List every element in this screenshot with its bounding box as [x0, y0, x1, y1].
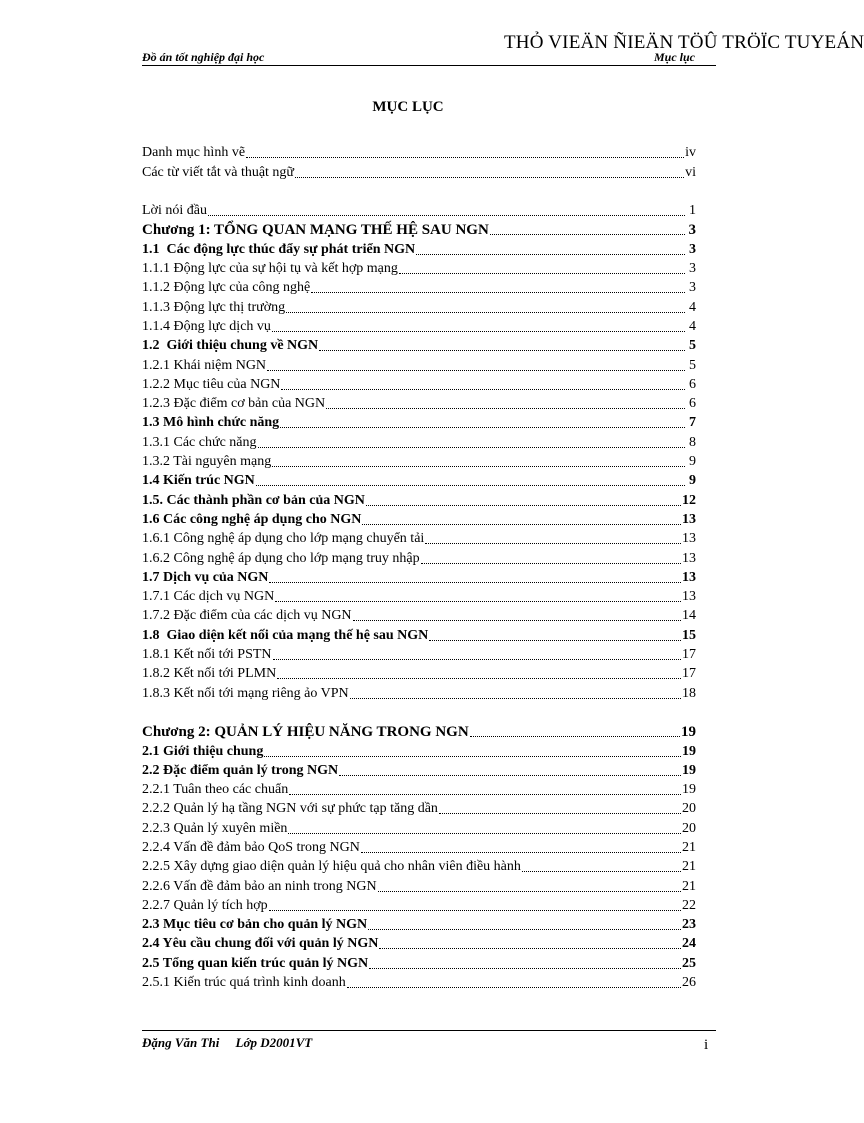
toc-entry-page: 13: [682, 531, 696, 547]
toc-dot-leader: [379, 948, 681, 949]
toc-entry-label: 1.5. Các thành phần cơ bản của NGN: [142, 492, 365, 508]
toc-entry-label: 1.4 Kiến trúc NGN: [142, 473, 255, 489]
toc-entry[interactable]: [142, 547, 696, 566]
toc-entry-page: 9: [689, 454, 696, 470]
toc-entry-page: 21: [682, 878, 696, 894]
toc-entry-label: 1.3.1 Các chức năng: [142, 434, 257, 450]
toc-dot-leader: [399, 273, 685, 274]
toc-dot-leader: [339, 775, 681, 776]
toc-dot-leader: [439, 813, 681, 814]
toc-entry[interactable]: [142, 972, 696, 991]
toc-entry-label: 2.3 Mục tiêu cơ bản cho quản lý NGN: [142, 917, 368, 933]
toc-entry-page: 19: [682, 782, 696, 798]
toc-dot-leader: [368, 929, 681, 930]
toc-entry[interactable]: [142, 895, 696, 914]
toc-entry[interactable]: [142, 644, 696, 663]
toc-entry[interactable]: [142, 952, 696, 971]
header-section-title: Mục lục: [654, 50, 696, 64]
toc-dot-leader: [275, 601, 681, 602]
toc-entry-page: 23: [682, 917, 696, 933]
toc-entry-page: 25: [682, 955, 696, 971]
toc-entry-label: 1.3 Mô hình chức năng: [142, 415, 280, 431]
toc-entry-page: 19: [681, 724, 696, 741]
toc-entry[interactable]: [142, 856, 696, 875]
toc-entry[interactable]: [142, 663, 696, 682]
toc-entry-page: 5: [689, 357, 696, 373]
toc-entry[interactable]: [142, 431, 696, 450]
toc-entry[interactable]: [142, 914, 696, 933]
toc-entry-label: Lời nói đầu: [142, 203, 207, 219]
toc-entry-label: 1.7 Dịch vụ của NGN: [142, 569, 269, 585]
toc-entry-label: 2.2.1 Tuân theo các chuẩn: [142, 782, 289, 798]
toc-entry-label: 2.2.4 Vấn đề đảm bảo QoS trong NGN: [142, 839, 360, 855]
toc-entry-label: 2.2.6 Vấn đề đảm bảo an ninh trong NGN: [142, 878, 377, 894]
toc-entry-page: 13: [682, 511, 696, 527]
toc-entry-page: 26: [682, 975, 696, 991]
toc-entry[interactable]: [142, 470, 696, 489]
toc-entry[interactable]: [142, 837, 696, 856]
toc-entry-label: 1.1.3 Động lực thị trường: [142, 299, 286, 315]
toc-dot-leader: [256, 485, 685, 486]
toc-dot-leader: [350, 698, 681, 699]
toc-entry[interactable]: [142, 875, 696, 894]
toc-dot-leader: [272, 466, 685, 467]
toc-entry-page: 7: [689, 415, 696, 431]
toc-entry[interactable]: [142, 200, 696, 219]
toc-entry-page: 13: [682, 550, 696, 566]
toc-dot-leader: [362, 524, 681, 525]
toc-entry-page: 1: [689, 203, 696, 219]
toc-entry-page: 3: [689, 280, 696, 296]
toc-dot-leader: [280, 427, 685, 428]
toc-entry[interactable]: [142, 509, 696, 528]
toc-entry-label: 2.2.3 Quản lý xuyên miền: [142, 820, 288, 836]
toc-dot-leader: [269, 582, 681, 583]
toc-dot-leader: [378, 891, 681, 892]
toc-dot-leader: [366, 505, 681, 506]
toc-entry[interactable]: [142, 528, 696, 547]
toc-entry-page: vi: [685, 164, 696, 180]
toc-dot-leader: [416, 254, 685, 255]
toc-entry-page: 21: [682, 859, 696, 875]
toc-entry-page: 19: [682, 743, 696, 759]
watermark-text: THỎ VIEÄN ÑIEÄN TÖÛ TRÖÏC TUYEÁN: [504, 32, 864, 53]
toc-dot-leader: [288, 833, 681, 834]
toc-entry-label: 1.1.1 Động lực của sự hội tụ và kết hợp mạng: [142, 261, 398, 277]
toc-entry-page: 6: [689, 396, 696, 412]
toc-entry[interactable]: [142, 740, 696, 759]
toc-entry[interactable]: [142, 682, 696, 701]
toc-dot-leader: [272, 331, 685, 332]
toc-entry-label: 2.2.7 Quản lý tích hợp: [142, 897, 268, 913]
toc-entry-page: 3: [689, 261, 696, 277]
toc-entry[interactable]: [142, 721, 696, 740]
toc-entry-label: 1.2.1 Khái niệm NGN: [142, 357, 267, 373]
toc-entry[interactable]: [142, 451, 696, 470]
toc-entry-label: Chương 2: QUẢN LÝ HIỆU NĂNG TRONG NGN: [142, 724, 469, 741]
toc-entry-page: 13: [682, 589, 696, 605]
toc-entry-label: 2.2.5 Xây dựng giao diện quản lý hiệu quả cho nhân viên điều hành: [142, 859, 521, 875]
toc-entry[interactable]: [142, 142, 696, 161]
toc-entry[interactable]: [142, 219, 696, 238]
toc-entry-page: 21: [682, 839, 696, 855]
toc-entry-page: 3: [688, 222, 696, 239]
toc-entry[interactable]: [142, 238, 696, 257]
toc-dot-leader: [273, 659, 681, 660]
toc-entry[interactable]: [142, 489, 696, 508]
toc-entry-label: 2.2.2 Quản lý hạ tầng NGN với sự phức tạp tăng dần: [142, 801, 438, 817]
toc-entry-label: 1.7.1 Các dịch vụ NGN: [142, 589, 275, 605]
toc-dot-leader: [326, 408, 685, 409]
toc-entry-page: 4: [689, 299, 696, 315]
toc-entry-page: 12: [682, 492, 696, 508]
toc-dot-leader: [429, 640, 681, 641]
toc-dot-leader: [295, 177, 684, 178]
toc-entry-label: 1.2.2 Mục tiêu của NGN: [142, 376, 281, 392]
toc-dot-leader: [258, 447, 686, 448]
toc-entry[interactable]: [142, 258, 696, 277]
toc-entry-label: 1.8.3 Kết nối tới mạng riêng ảo VPN: [142, 685, 349, 701]
toc-entry-label: 1.3.2 Tài nguyên mạng: [142, 454, 272, 470]
toc-entry[interactable]: [142, 817, 696, 836]
toc-dot-leader: [289, 794, 681, 795]
toc-spacer: [142, 181, 696, 200]
toc-entry-page: 13: [682, 569, 696, 585]
toc-dot-leader: [353, 620, 681, 621]
toc-entry[interactable]: [142, 412, 696, 431]
toc-entry-page: 4: [689, 318, 696, 334]
toc-entry[interactable]: [142, 567, 696, 586]
toc-entry[interactable]: [142, 277, 696, 296]
toc-entry-label: 2.4 Yêu cầu chung đối với quản lý NGN: [142, 936, 379, 952]
toc-entry-page: 5: [689, 338, 696, 354]
toc-dot-leader: [277, 678, 681, 679]
toc-dot-leader: [267, 370, 685, 371]
toc-spacer: [142, 702, 696, 721]
footer-rule: [142, 1030, 716, 1031]
toc-dot-leader: [470, 736, 680, 737]
toc-entry-label: 1.6.2 Công nghệ áp dụng cho lớp mạng truy nhập: [142, 550, 420, 566]
toc-dot-leader: [246, 157, 684, 158]
toc-dot-leader: [311, 292, 685, 293]
toc-entry-label: 1.6.1 Công nghệ áp dụng cho lớp mạng chuyển tải: [142, 531, 425, 547]
footer-page-number: i: [704, 1037, 709, 1053]
toc-entry-label: 1.6 Các công nghệ áp dụng cho NGN: [142, 511, 362, 527]
toc-entry[interactable]: [142, 393, 696, 412]
toc-entry-label: 2.2 Đặc điểm quản lý trong NGN: [142, 762, 339, 778]
toc-entry-page: 22: [682, 897, 696, 913]
toc-entry-page: 19: [682, 762, 696, 778]
toc-entry-page: 15: [682, 627, 696, 643]
toc-dot-leader: [269, 910, 681, 911]
toc-entry-label: Danh mục hình vẽ: [142, 145, 246, 161]
toc-entry[interactable]: [142, 624, 696, 643]
toc-dot-leader: [522, 871, 681, 872]
toc-entry-label: 1.1 Các động lực thúc đẩy sự phát triển NGN: [142, 241, 416, 257]
toc-dot-leader: [421, 563, 681, 564]
footer-author: Đặng Văn Thi Lớp D2001VT: [142, 1035, 313, 1050]
toc-entry-label: 1.2.3 Đặc điểm cơ bản của NGN: [142, 396, 326, 412]
toc-entry[interactable]: [142, 779, 696, 798]
toc-entry-page: 17: [682, 666, 696, 682]
toc-entry-label: 2.5 Tổng quan kiến trúc quản lý NGN: [142, 955, 369, 971]
toc-dot-leader: [264, 756, 681, 757]
toc-entry[interactable]: [142, 161, 696, 180]
toc-entry[interactable]: [142, 374, 696, 393]
toc-entry-page: 20: [682, 801, 696, 817]
toc-dot-leader: [286, 312, 685, 313]
toc-entry-label: 1.7.2 Đặc điểm của các dịch vụ NGN: [142, 608, 352, 624]
header-rule: [142, 65, 716, 66]
toc-entry-label: 1.1.4 Động lực dịch vụ: [142, 318, 271, 334]
toc-entry-page: 20: [682, 820, 696, 836]
toc-entry-page: 3: [689, 241, 696, 257]
toc-dot-leader: [208, 215, 685, 216]
toc-entry[interactable]: [142, 296, 696, 315]
toc-dot-leader: [425, 543, 681, 544]
toc-entry[interactable]: [142, 586, 696, 605]
toc-entry[interactable]: [142, 933, 696, 952]
page-title: MỤC LỤC: [372, 99, 444, 115]
toc-entry-page: 17: [682, 647, 696, 663]
toc-entry-page: 9: [689, 473, 696, 489]
toc-entry-page: 14: [682, 608, 696, 624]
toc-entry-label: Các từ viết tắt và thuật ngữ: [142, 164, 295, 180]
toc-entry[interactable]: [142, 354, 696, 373]
toc-entry-label: 1.1.2 Động lực của công nghệ: [142, 280, 311, 296]
toc-entry-page: 8: [689, 434, 696, 450]
toc-entry-label: 1.8.2 Kết nối tới PLMN: [142, 666, 277, 682]
toc-dot-leader: [369, 968, 681, 969]
header-document-title: Đồ án tốt nghiệp đại học: [142, 50, 265, 64]
toc-entry[interactable]: [142, 605, 696, 624]
toc-dot-leader: [281, 389, 685, 390]
toc-entry[interactable]: [142, 335, 696, 354]
toc-entry-label: 1.2 Giới thiệu chung về NGN: [142, 338, 319, 354]
toc-entry-label: 1.8.1 Kết nối tới PSTN: [142, 647, 272, 663]
toc-entry-page: 6: [689, 376, 696, 392]
toc-entry[interactable]: [142, 316, 696, 335]
toc-entry[interactable]: [142, 760, 696, 779]
toc-entry-label: 1.8 Giao diện kết nối của mạng thế hệ sau NGN: [142, 627, 429, 643]
toc-dot-leader: [361, 852, 681, 853]
toc-entry-label: Chương 1: TỔNG QUAN MẠNG THẾ HỆ SAU NGN: [142, 222, 489, 239]
toc-dot-leader: [347, 987, 681, 988]
toc-entry-label: 2.5.1 Kiến trúc quá trình kinh doanh: [142, 975, 346, 991]
toc-entry-page: iv: [685, 145, 696, 161]
toc-dot-leader: [490, 234, 685, 235]
toc-entry[interactable]: [142, 798, 696, 817]
table-of-contents: [142, 142, 696, 991]
toc-entry-label: 2.1 Giới thiệu chung: [142, 743, 264, 759]
toc-dot-leader: [319, 350, 685, 351]
toc-entry-page: 18: [682, 685, 696, 701]
toc-entry-page: 24: [682, 936, 696, 952]
